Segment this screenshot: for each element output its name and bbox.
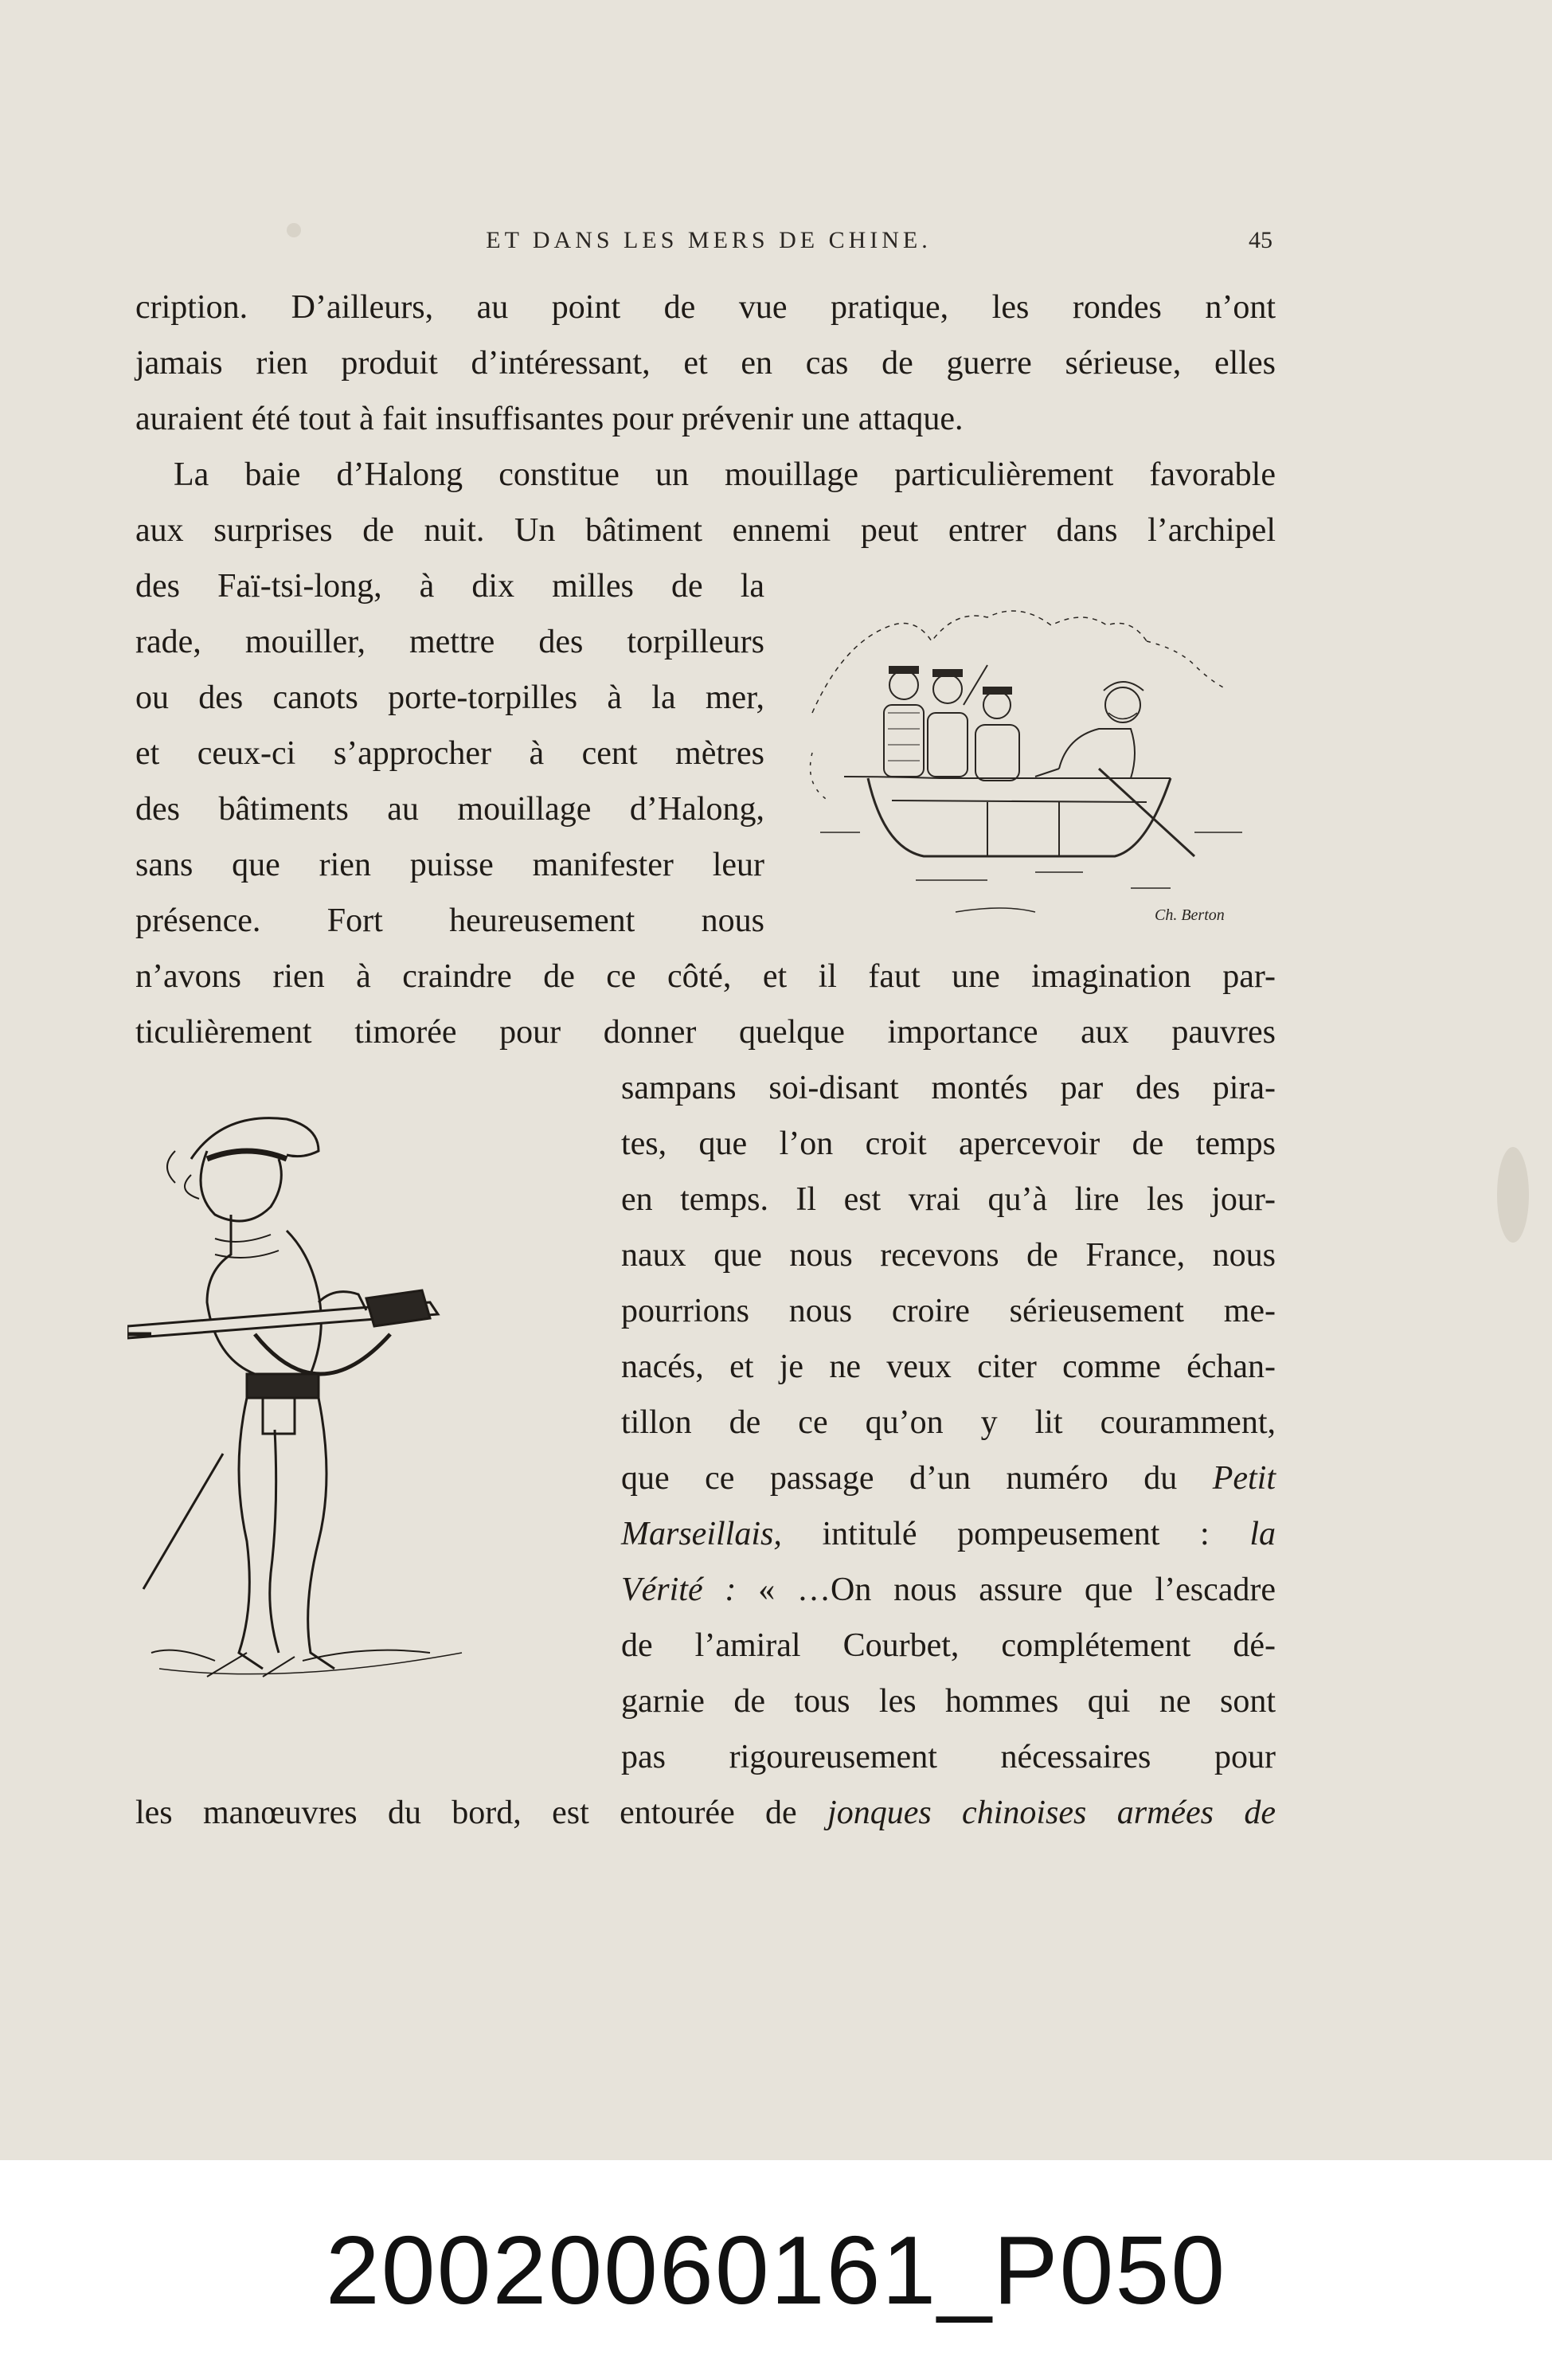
- text-line: garnie de tous les hommes qui ne sont: [621, 1683, 1276, 1720]
- text-line: pas rigoureusement nécessaires pour: [621, 1739, 1276, 1775]
- text-line: nacés, et je ne veux citer comme échan-: [621, 1349, 1276, 1385]
- sailor-illustration: [127, 1095, 502, 1740]
- text-line: sans que rien puisse manifester leur: [135, 847, 764, 883]
- text-line: tillon de ce qu’on y lit couramment,: [621, 1404, 1276, 1441]
- running-title: ET DANS LES MERS DE CHINE.: [486, 227, 932, 253]
- page-number: 45: [1249, 227, 1272, 253]
- italic-phrase: jonques chinoises armées de: [827, 1795, 1276, 1831]
- text-line: naux que nous recevons de France, nous: [621, 1237, 1276, 1274]
- text-line: et ceux-ci s’approcher à cent mètres: [135, 735, 764, 772]
- text-line: des bâtiments au mouillage d’Halong,: [135, 791, 764, 828]
- text-line: aux surprises de nuit. Un bâtiment ennemi peut entrer dans l’archipel: [135, 512, 1276, 549]
- running-header: [135, 227, 1282, 259]
- text-line: auraient été tout à fait insuffisantes pour prévenir une attaque.: [135, 401, 964, 437]
- text-line: ticulièrement timorée pour donner quelque importance aux pauvres: [135, 1014, 1276, 1051]
- text-line: cription. D’ailleurs, au point de vue pratique, les rondes n’ont: [135, 289, 1276, 326]
- text-line: présence. Fort heureusement nous: [135, 902, 764, 939]
- paper-stain: [1497, 1147, 1529, 1243]
- text-line: Marseillais, intitulé pompeusement : la: [621, 1516, 1276, 1552]
- italic-title: Petit: [1212, 1460, 1276, 1497]
- text-line: n’avons rien à craindre de ce côté, et il faut une imagination par-: [135, 958, 1276, 995]
- text-line: ou des canots porte-torpilles à la mer,: [135, 679, 764, 716]
- text-line: tes, que l’on croit apercevoir de temps: [621, 1125, 1276, 1162]
- text-line: de l’amiral Courbet, complétement dé-: [621, 1627, 1276, 1664]
- italic-title: la: [1249, 1516, 1276, 1552]
- boat-illustration: [796, 593, 1274, 944]
- text-line: Vérité : « …On nous assure que l’escadre: [621, 1572, 1276, 1608]
- text-line: pourrions nous croire sérieusement me-: [621, 1293, 1276, 1329]
- italic-title: Marseillais,: [621, 1516, 782, 1552]
- text-line: sampans soi-disant montés par des pira-: [621, 1070, 1276, 1106]
- artist-signature: Ch. Berton: [1155, 906, 1225, 924]
- text-line: rade, mouiller, mettre des torpilleurs: [135, 624, 764, 660]
- text-line: que ce passage d’un numéro du Petit: [621, 1460, 1276, 1497]
- text-line: les manœuvres du bord, est entourée de jonques chinoises armées de: [135, 1795, 1276, 1831]
- image-identifier-caption: 20020060161_P050: [0, 2160, 1552, 2380]
- text-line: des Faï-tsi-long, à dix milles de la: [135, 568, 764, 605]
- italic-title: Vérité :: [621, 1572, 737, 1608]
- text-line: en temps. Il est vrai qu’à lire les jour-: [621, 1181, 1276, 1218]
- text-line: jamais rien produit d’intéressant, et en cas de guerre sérieuse, elles: [135, 345, 1276, 382]
- text-line: La baie d’Halong constitue un mouillage particulièrement favorable: [174, 456, 1276, 493]
